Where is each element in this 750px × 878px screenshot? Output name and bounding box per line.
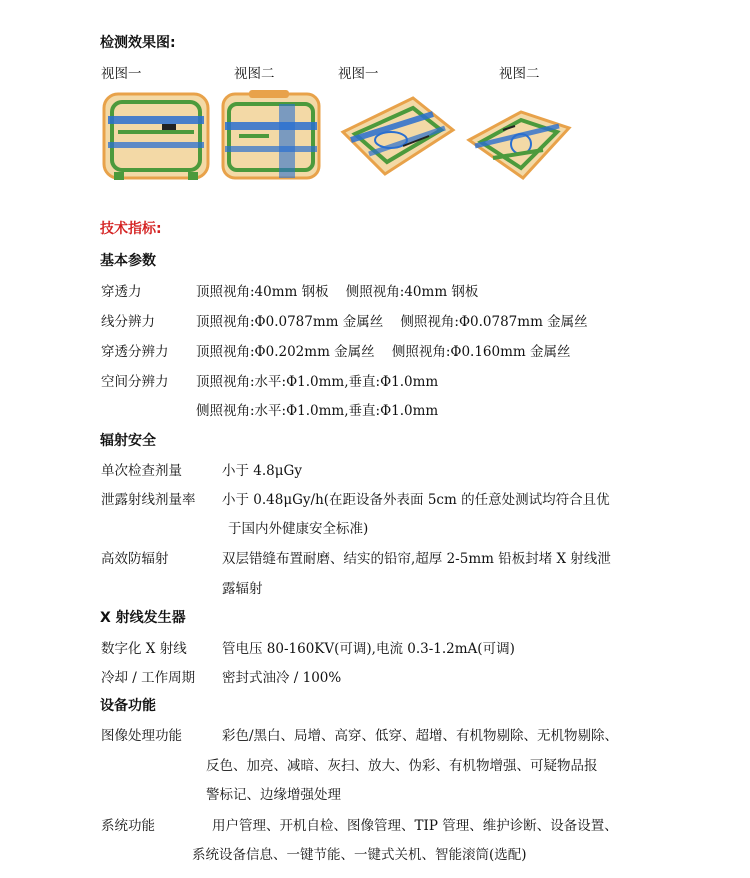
radiation-value-3: 双层错缝布置耐磨、结实的铅帘,超厚 2-5mm 铅板封堵 X 射线泄 — [222, 551, 611, 567]
basic-value-1: 顶照视角:40mm 钢板 侧照视角:40mm 钢板 — [196, 284, 479, 300]
xray-image-3 — [333, 92, 457, 184]
basic-value-4: 顶照视角:水平:Φ1.0mm,垂直:Φ1.0mm — [196, 374, 439, 390]
caption-view-1: 视图一 — [101, 66, 142, 82]
image-func-line-2: 反色、加亮、减暗、灰扫、放大、伪彩、有机物增强、可疑物品报 — [206, 758, 598, 774]
generator-label-1: 数字化 X 射线 — [101, 641, 187, 657]
xray-image-2 — [219, 86, 323, 186]
image-func-label: 图像处理功能 — [101, 728, 182, 744]
basic-value-3: 顶照视角:Φ0.202mm 金属丝 侧照视角:Φ0.160mm 金属丝 — [196, 344, 571, 360]
generator-value-2: 密封式油冷 / 100% — [222, 670, 342, 686]
basic-value-2: 顶照视角:Φ0.0787mm 金属丝 侧照视角:Φ0.0787mm 金属丝 — [196, 314, 588, 330]
basic-label-2: 线分辨力 — [101, 314, 155, 330]
effect-heading: 检测效果图: — [100, 35, 176, 51]
radiation-value-1: 小于 4.8μGy — [222, 463, 302, 479]
functions-heading: 设备功能 — [100, 698, 156, 714]
image-func-line-1: 彩色/黑白、局增、高穿、低穿、超增、有机物剔除、无机物剔除、 — [222, 728, 619, 744]
radiation-heading: 辐射安全 — [100, 433, 156, 449]
spec-heading: 技术指标: — [100, 221, 162, 237]
radiation-value-2b: 于国内外健康安全标准) — [228, 521, 369, 537]
basic-value-5: 侧照视角:水平:Φ1.0mm,垂直:Φ1.0mm — [196, 403, 439, 419]
caption-view-4: 视图二 — [499, 66, 540, 82]
basic-label-1: 穿透力 — [101, 284, 142, 300]
generator-label-2: 冷却 / 工作周期 — [101, 670, 196, 686]
generator-value-1: 管电压 80-160KV(可调),电流 0.3-1.2mA(可调) — [222, 641, 515, 657]
basic-label-4: 空间分辨力 — [101, 374, 169, 390]
system-func-line-1: 用户管理、开机自检、图像管理、TIP 管理、维护诊断、设备设置、 — [212, 818, 618, 834]
basic-label-3: 穿透分辨力 — [101, 344, 169, 360]
radiation-label-2: 泄露射线剂量率 — [101, 492, 196, 508]
caption-view-2: 视图二 — [234, 66, 275, 82]
image-func-line-3: 警标记、边缘增强处理 — [206, 787, 341, 803]
system-func-line-2: 系统设备信息、一键节能、一键式关机、智能滚筒(选配) — [192, 847, 527, 863]
generator-heading: X 射线发生器 — [100, 610, 186, 626]
radiation-label-3: 高效防辐射 — [101, 551, 169, 567]
xray-image-1 — [100, 86, 212, 186]
system-func-label: 系统功能 — [101, 818, 155, 834]
radiation-label-1: 单次检查剂量 — [101, 463, 182, 479]
radiation-value-2: 小于 0.48μGy/h(在距设备外表面 5cm 的任意处测试均符合且优 — [222, 492, 610, 508]
basic-heading: 基本参数 — [100, 253, 156, 269]
caption-view-3: 视图一 — [338, 66, 379, 82]
radiation-value-3b: 露辐射 — [222, 581, 263, 597]
xray-image-4 — [463, 106, 573, 186]
